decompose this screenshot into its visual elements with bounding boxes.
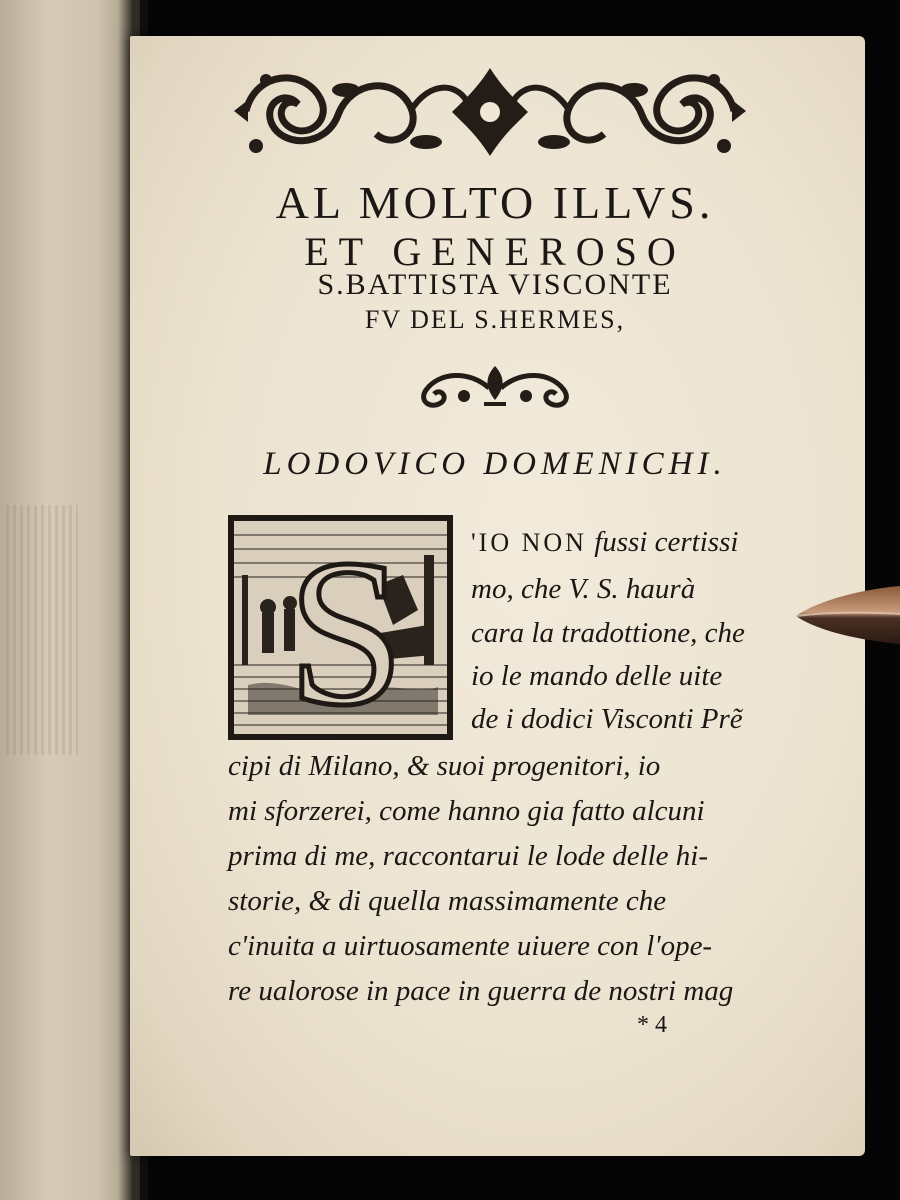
heading-line-3: S.BATTISTA VISCONTE — [317, 268, 673, 301]
heading-line-2: ET GENEROSO — [304, 229, 686, 274]
text-line-5: de i dodici Visconti Prẽ — [471, 703, 743, 735]
author-name: LODOVICO DOMENICHI. — [263, 446, 727, 482]
show-through-woodcut — [6, 505, 78, 755]
heading-line-4: FV DEL S.HERMES, — [364, 305, 626, 334]
text-line-3: cara la tradottione, che — [471, 617, 745, 649]
heading-line-1: AL MOLTO ILLVS. — [275, 177, 715, 228]
text-line-9: storie, & di quella massimamente che — [228, 885, 667, 917]
initial-letter-glyph: S — [287, 517, 405, 740]
text-line-10: c'inuita a uirtuosamente uiuere con l'ope- — [228, 930, 713, 962]
text-line-11: re ualorose in pace in guerra de nostri mag — [228, 975, 734, 1007]
text-line-8: prima di me, raccontarui le lode delle hi- — [228, 840, 709, 872]
text-line-1-rest: fussi certissi — [594, 526, 739, 558]
page-clip — [796, 582, 900, 648]
text-line-1 — [471, 526, 738, 559]
headpiece-ornament — [226, 60, 754, 162]
text-line-4: io le mando delle uite — [471, 660, 723, 692]
woodcut-initial-letter — [228, 515, 453, 740]
text-line-6: cipi di Milano, & suoi progenitori, io — [228, 750, 661, 782]
text-line-7: mi sforzerei, come hanno gia fatto alcuni — [228, 795, 705, 827]
signature-mark: * 4 — [637, 1012, 667, 1038]
fleuron-ornament — [414, 360, 576, 412]
text-line-2: mo, che V. S. haurà — [471, 573, 696, 605]
opening-word: 'IO NON — [471, 528, 587, 557]
